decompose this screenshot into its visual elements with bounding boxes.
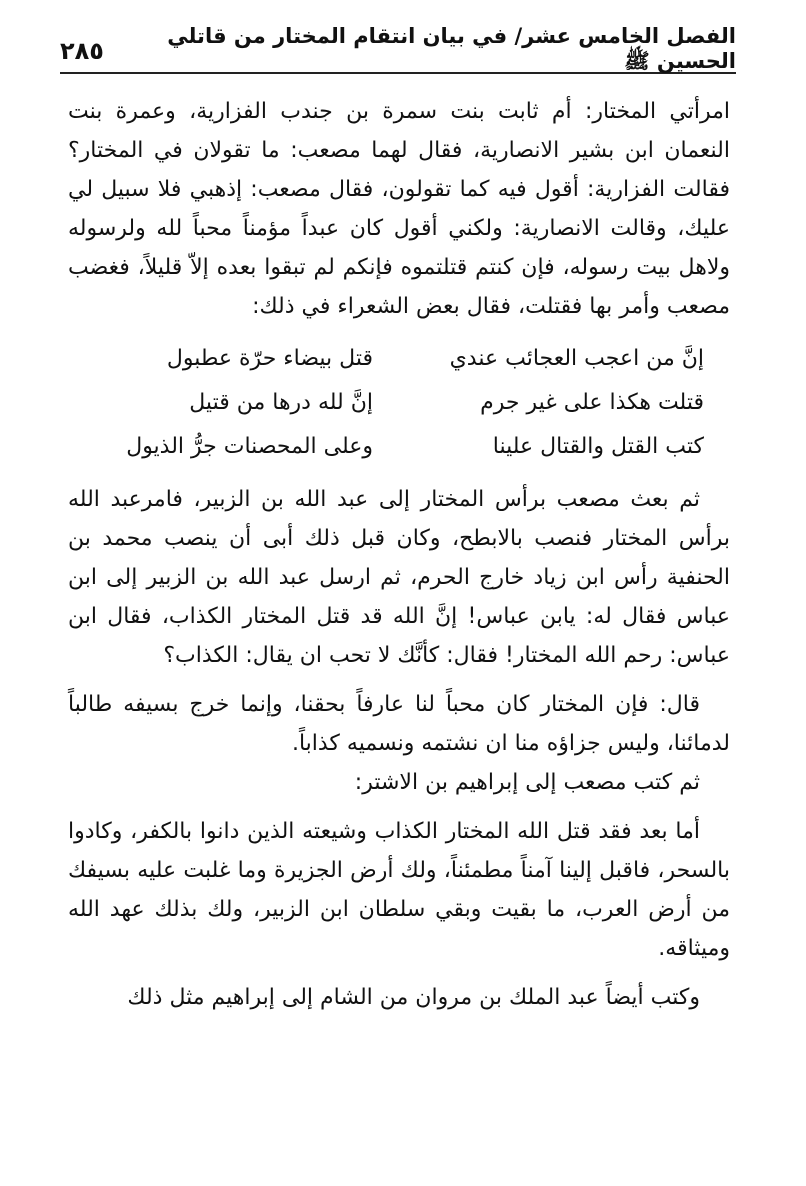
- verse-second-hemistich: قتل بيضاء حرّة عطبول: [166, 345, 373, 371]
- paragraph: وكتب أيضاً عبد الملك بن مروان من الشام إلى إبراهيم مثل ذلك: [127, 985, 700, 1010]
- page-body: [68, 92, 730, 1017]
- verse-first-hemistich: كتب القتل والقتال علينا: [492, 433, 704, 459]
- poem-verse: [68, 336, 730, 380]
- paragraph: أما بعد فقد قتل الله المختار الكذاب وشيعته الذين دانوا بالكفر، وكادوا بالسحر، فاقبل إلينا آمناً مطمئناً، ولك أرض الجزيرة وما غلبت عليه بسيفك من أرض العرب، ما بقيت وبقي سلطان ابن الزبير، ولك بذلك عهد الله وميثاقه.: [68, 819, 730, 961]
- paragraph: امرأتي المختار: أم ثابت بنت سمرة بن جندب الفزارية، وعمرة بنت النعمان ابن بشير الانصارية، فقال لهما مصعب: ما تقولان في المختار؟ فقالت الفزارية: أقول فيه كما تقولون، فقال مصعب: إذهبي فلا سبيل لي عليك، وقالت الانصارية: ولكني أقول كان عبداً مؤمناً محباً لله ولرسوله ولاهل بيت رسوله، فإن كنتم قتلتموه فإنكم لم تبقوا بعده إلاّ قليلاً، فغضب مصعب وأمر بها فقتلت، فقال بعض الشعراء في ذلك:: [68, 99, 730, 319]
- page-number: ٢٨٥: [60, 37, 104, 65]
- verse-second-hemistich: وعلى المحصنات جرُّ الذيول: [126, 433, 373, 459]
- poem-verse: [68, 380, 730, 424]
- running-header: [60, 23, 736, 74]
- verse-first-hemistich: قتلت هكذا على غير جرم: [480, 389, 704, 415]
- paragraph: ثم بعث مصعب برأس المختار إلى عبد الله بن الزبير، فامرعبد الله برأس المختار فنصب بالابطح، وكان قبل ذلك أبى أن ينصب محمد بن الحنفية رأس ابن زياد خارج الحرم، ثم ارسل عبد الله بن الزبير إلى ابن عباس فقال له: يابن عباس! إنَّ الله قد قتل المختار الكذاب، فقال ابن عباس: رحم الله المختار! فقال: كأنَّك لا تحب ان يقال: الكذاب؟: [68, 487, 730, 668]
- paragraph: قال: فإن المختار كان محباً لنا عارفاً بحقنا، وإنما خرج بسيفه طالباً لدمائنا، وليس جزاؤه منا ان نشتمه ونسميه كذاباً.: [68, 692, 730, 756]
- poem-verse: [68, 424, 730, 468]
- verse-second-hemistich: إنَّ لله درها من قتيل: [189, 389, 373, 415]
- verse-first-hemistich: إنَّ من اعجب العجائب عندي: [449, 345, 704, 371]
- chapter-title: الفصل الخامس عشر/ في بيان انتقام المختار من قاتلي الحسين ﷺ: [167, 23, 736, 73]
- paragraph: ثم كتب مصعب إلى إبراهيم بن الاشتر:: [354, 770, 700, 795]
- poem: [68, 336, 730, 468]
